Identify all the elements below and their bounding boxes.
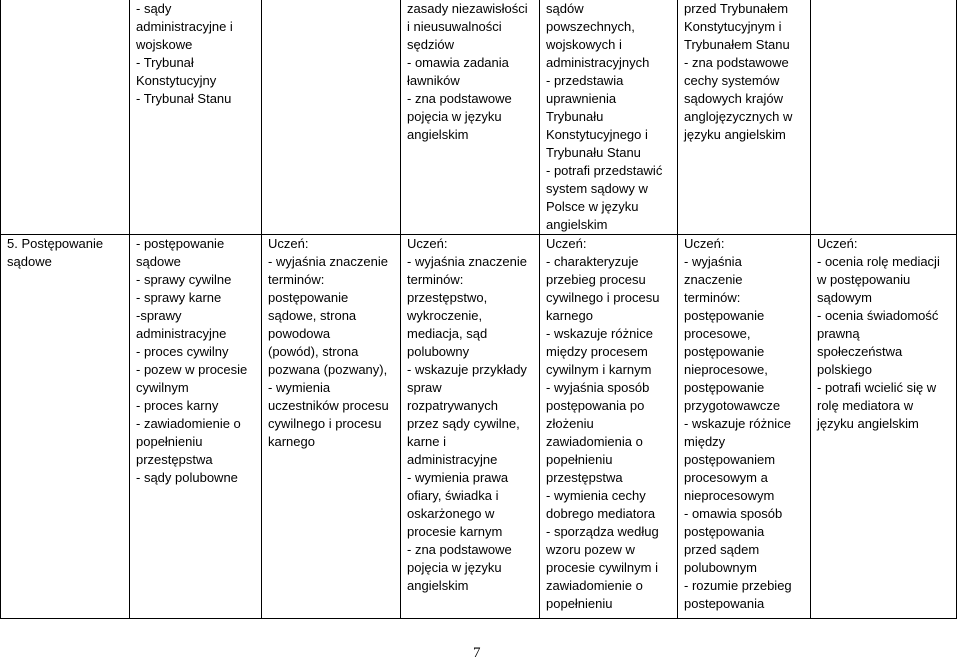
cell-extended-requirements	[401, 235, 540, 619]
cell-text-line: administracyjne	[407, 452, 498, 467]
cell-text-line: - przedstawia	[546, 73, 624, 88]
cell-text-line: (powód), strona	[268, 344, 359, 359]
cell-text-line: języku angielskim	[817, 416, 919, 431]
cell-outstanding-requirements-top	[811, 0, 957, 235]
cell-text-line: administracyjne	[136, 326, 227, 341]
cell-complex-requirements-top	[540, 0, 678, 235]
cell-text-line: uczestników procesu	[268, 398, 389, 413]
cell-text-line: administracyjnych	[546, 55, 650, 70]
cell-text-line: wykroczenie,	[407, 308, 483, 323]
cell-text-line: - zna podstawowe	[684, 55, 789, 70]
cell-text-line: cywilnego i procesu	[546, 290, 660, 305]
cell-text-line: - wyjaśnia znaczenie	[268, 254, 388, 269]
cell-text-line: ławników	[407, 73, 460, 88]
cell-text-line: Polsce w języku	[546, 199, 639, 214]
cell-topics-top	[130, 0, 262, 235]
cell-text-line: postępowanie	[268, 290, 349, 305]
cell-text-line: polubownym	[684, 560, 757, 575]
cell-text-line: terminów:	[684, 290, 741, 305]
cell-text-line: - wskazuje różnice	[684, 416, 791, 431]
cell-text-line: wojskowych i	[546, 37, 622, 52]
cell-text-line: polubowny	[407, 344, 470, 359]
cell-basic-requirements-top	[262, 0, 401, 235]
cell-text-line: postępowania po	[546, 398, 645, 413]
cell-text-line: społeczeństwa	[817, 344, 903, 359]
cell-text-line: sądowych krajów	[684, 91, 783, 106]
cell-text-line: - potrafi przedstawić	[546, 163, 663, 178]
cell-text-line: - sądy	[136, 1, 172, 16]
cell-text-line: ofiary, świadka i	[407, 488, 499, 503]
cell-text-line: postępowanie	[684, 380, 765, 395]
cell-section-title	[1, 235, 130, 619]
cell-text-line: postępowania	[684, 524, 765, 539]
cell-text-line: cywilnego i procesu	[268, 416, 382, 431]
cell-text-line: dobrego mediatora	[546, 506, 656, 521]
cell-text-line: języku angielskim	[684, 127, 786, 142]
cell-text-line: -sprawy	[136, 308, 182, 323]
cell-text-line: - zawiadomienie o	[136, 416, 241, 431]
cell-text-line: zawiadomienia o	[546, 434, 643, 449]
cell-text-line: - omawia sposób	[684, 506, 783, 521]
cell-text-line: prawną	[817, 326, 860, 341]
cell-text-line: polskiego	[817, 362, 872, 377]
cell-text-line: powszechnych,	[546, 19, 635, 34]
cell-text-line: między procesem	[546, 344, 648, 359]
cell-text-line: angielskim	[546, 217, 608, 232]
cell-basic-requirements	[262, 235, 401, 619]
cell-text-line: zasady niezawisłości	[407, 1, 528, 16]
cell-text-line: terminów:	[268, 272, 325, 287]
cell-text-line: administracyjne i	[136, 19, 233, 34]
cell-text-line: rolę mediatora w	[817, 398, 914, 413]
cell-text-line: 5. Postępowanie	[7, 236, 104, 251]
cell-text-line: terminów:	[407, 272, 464, 287]
cell-text-line: Uczeń:	[268, 236, 309, 251]
cell-text-line: - ocenia rolę mediacji	[817, 254, 940, 269]
cell-text-line: - omawia zadania	[407, 55, 509, 70]
cell-text-line: i nieusuwalności	[407, 19, 502, 34]
cell-section-title-top	[1, 0, 130, 235]
cell-text-line: - proces karny	[136, 398, 219, 413]
cell-text-line: cywilnym	[136, 380, 189, 395]
cell-text-line: - proces cywilny	[136, 344, 229, 359]
cell-text-line: procesowym a	[684, 470, 768, 485]
cell-text-line: sądów	[546, 1, 584, 16]
cell-text-line: pojęcia w języku	[407, 109, 502, 124]
cell-text-line: - wskazuje różnice	[546, 326, 653, 341]
cell-text-line: Trybunału	[546, 109, 604, 124]
cell-text-line: postępowanie	[684, 308, 765, 323]
cell-text-line: Konstytucyjnego i	[546, 127, 648, 142]
cell-text-line: karnego	[546, 308, 593, 323]
cell-text-line: Trybunałem Stanu	[684, 37, 790, 52]
cell-text-line: między	[684, 434, 726, 449]
cell-text-line: oskarżonego w	[407, 506, 495, 521]
cell-text-line: popełnieniu	[546, 452, 613, 467]
cell-text-line: przestępstwa	[136, 452, 213, 467]
cell-text-line: pojęcia w języku	[407, 560, 502, 575]
cell-text-line: - wyjaśnia	[684, 254, 742, 269]
cell-text-line: sądowym	[817, 290, 872, 305]
cell-text-line: przestępstwa	[546, 470, 623, 485]
cell-topics	[130, 235, 262, 619]
cell-text-line: - zna podstawowe	[407, 542, 512, 557]
cell-text-line: - wymienia cechy	[546, 488, 646, 503]
cell-text-line: - postępowanie	[136, 236, 225, 251]
cell-text-line: angielskim	[407, 127, 469, 142]
cell-text-line: sądowe, strona	[268, 308, 357, 323]
cell-text-line: karnego	[268, 434, 315, 449]
cell-text-line: postępowanie	[684, 344, 765, 359]
cell-text-line: pozwana (pozwany),	[268, 362, 388, 377]
cell-advanced-requirements-top	[678, 0, 811, 235]
table-row-top	[1, 0, 957, 235]
cell-text-line: Uczeń:	[817, 236, 858, 251]
cell-text-line: sędziów	[407, 37, 454, 52]
cell-text-line: anglojęzycznych w	[684, 109, 793, 124]
cell-text-line: - wskazuje przykłady	[407, 362, 527, 377]
cell-text-line: rozpatrywanych	[407, 398, 499, 413]
cell-text-line: przez sądy cywilne,	[407, 416, 520, 431]
cell-text-line: - sądy polubowne	[136, 470, 238, 485]
cell-text-line: nieprocesowym	[684, 488, 775, 503]
cell-text-line: - rozumie przebieg	[684, 578, 792, 593]
cell-text-line: Trybunału Stanu	[546, 145, 641, 160]
cell-text-line: Uczeń:	[546, 236, 587, 251]
cell-text-line: przed Trybunałem	[684, 1, 789, 16]
cell-text-line: - potrafi wcielić się w	[817, 380, 937, 395]
table-row-postepowanie-sadowe	[1, 235, 957, 619]
cell-text-line: Uczeń:	[407, 236, 448, 251]
cell-text-line: powodowa	[268, 326, 331, 341]
cell-text-line: - pozew w procesie	[136, 362, 248, 377]
cell-text-line: angielskim	[407, 578, 469, 593]
cell-text-line: procesie karnym	[407, 524, 503, 539]
cell-text-line: - wymienia	[268, 380, 331, 395]
cell-text-line: popełnieniu	[546, 596, 613, 611]
cell-text-line: - sporządza według	[546, 524, 659, 539]
cell-text-line: procesowe,	[684, 326, 751, 341]
page-number: 7	[473, 645, 481, 661]
cell-text-line: przygotowawcze	[684, 398, 781, 413]
cell-text-line: cechy systemów	[684, 73, 780, 88]
cell-text-line: złożeniu	[546, 416, 594, 431]
cell-text-line: - ocenia świadomość	[817, 308, 939, 323]
cell-text-line: wojskowe	[136, 37, 193, 52]
cell-text-line: - wyjaśnia znaczenie	[407, 254, 527, 269]
cell-text-line: znaczenie	[684, 272, 743, 287]
cell-text-line: cywilnym i karnym	[546, 362, 652, 377]
cell-text-line: postępowaniem	[684, 452, 776, 467]
cell-text-line: system sądowy w	[546, 181, 648, 196]
cell-text-line: uprawnienia	[546, 91, 617, 106]
cell-text-line: zawiadomienie o	[546, 578, 643, 593]
cell-text-line: - charakteryzuje	[546, 254, 639, 269]
cell-text-line: postepowania	[684, 596, 765, 611]
cell-text-line: sądowe	[7, 254, 52, 269]
cell-text-line: - sprawy karne	[136, 290, 222, 305]
cell-outstanding-requirements	[811, 235, 957, 619]
cell-text-line: mediacja, sąd	[407, 326, 488, 341]
cell-text-line: - sprawy cywilne	[136, 272, 232, 287]
cell-text-line: - Trybunał	[136, 55, 194, 70]
cell-text-line: - Trybunał Stanu	[136, 91, 232, 106]
cell-text-line: przestępstwo,	[407, 290, 488, 305]
cell-text-line: Uczeń:	[684, 236, 725, 251]
cell-text-line: przebieg procesu	[546, 272, 646, 287]
cell-text-line: przed sądem	[684, 542, 760, 557]
cell-text-line: karne i	[407, 434, 447, 449]
cell-text-line: spraw	[407, 380, 442, 395]
cell-text-line: - wyjaśnia sposób	[546, 380, 650, 395]
cell-text-line: nieprocesowe,	[684, 362, 768, 377]
cell-text-line: popełnieniu	[136, 434, 203, 449]
cell-text-line: - zna podstawowe	[407, 91, 512, 106]
cell-advanced-requirements	[678, 235, 811, 619]
cell-text-line: wzoru pozew w	[546, 542, 635, 557]
cell-extended-requirements-top	[401, 0, 540, 235]
cell-text-line: Konstytucyjny	[136, 73, 217, 88]
cell-text-line: procesie cywilnym i	[546, 560, 658, 575]
cell-text-line: w postępowaniu	[817, 272, 911, 287]
cell-text-line: Konstytucyjnym i	[684, 19, 782, 34]
cell-complex-requirements	[540, 235, 678, 619]
cell-text-line: - wymienia prawa	[407, 470, 509, 485]
cell-text-line: sądowe	[136, 254, 181, 269]
